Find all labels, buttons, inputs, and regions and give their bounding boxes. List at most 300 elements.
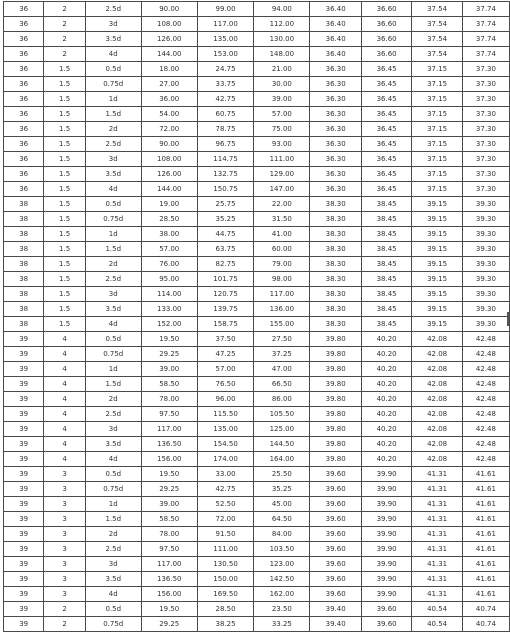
table-cell: 162.00 xyxy=(254,587,310,602)
table-cell: 4 xyxy=(44,407,86,422)
table-row xyxy=(4,62,510,77)
table-cell: 39.80 xyxy=(310,437,361,452)
table-cell: 42.08 xyxy=(412,392,463,407)
table-cell: 39.60 xyxy=(310,512,361,527)
table-row xyxy=(4,47,510,62)
table-cell: 130.00 xyxy=(254,32,310,47)
table-row xyxy=(4,347,510,362)
table-cell: 135.00 xyxy=(197,32,253,47)
table-cell: 1.5 xyxy=(44,227,86,242)
table-cell: 1.5 xyxy=(44,197,86,212)
table-cell: 22.00 xyxy=(254,197,310,212)
table-cell: 36.40 xyxy=(310,2,361,17)
table-cell: 58.50 xyxy=(141,512,197,527)
table-cell: 36.60 xyxy=(361,47,412,62)
table-cell: 38.45 xyxy=(361,227,412,242)
table-cell: 39.80 xyxy=(310,452,361,467)
table-cell: 3d xyxy=(85,17,141,32)
table-cell: 0.75d xyxy=(85,617,141,632)
table-cell: 47.25 xyxy=(197,347,253,362)
table-cell: 39.30 xyxy=(462,272,509,287)
table-cell: 103.50 xyxy=(254,542,310,557)
table-cell: 1.5 xyxy=(44,137,86,152)
table-cell: 76.00 xyxy=(141,257,197,272)
table-cell: 36.45 xyxy=(361,152,412,167)
table-cell: 39 xyxy=(4,587,44,602)
table-cell: 38.45 xyxy=(361,212,412,227)
table-cell: 40.54 xyxy=(412,617,463,632)
table-cell: 38.45 xyxy=(361,242,412,257)
table-cell: 41.31 xyxy=(412,587,463,602)
table-cell: 169.50 xyxy=(197,587,253,602)
table-cell: 42.08 xyxy=(412,332,463,347)
table-cell: 39 xyxy=(4,542,44,557)
table-cell: 40.20 xyxy=(361,422,412,437)
table-cell: 36 xyxy=(4,77,44,92)
table-cell: 36 xyxy=(4,107,44,122)
table-cell: 1d xyxy=(85,92,141,107)
table-cell: 23.50 xyxy=(254,602,310,617)
table-cell: 156.00 xyxy=(141,587,197,602)
table-cell: 38.30 xyxy=(310,272,361,287)
table-cell: 78.75 xyxy=(197,122,253,137)
table-cell: 38.30 xyxy=(310,227,361,242)
table-cell: 36 xyxy=(4,182,44,197)
table-cell: 42.48 xyxy=(462,392,509,407)
table-cell: 40.20 xyxy=(361,362,412,377)
table-cell: 36 xyxy=(4,92,44,107)
table-cell: 39 xyxy=(4,407,44,422)
table-cell: 39 xyxy=(4,377,44,392)
table-row xyxy=(4,2,510,17)
table-cell: 153.00 xyxy=(197,47,253,62)
table-cell: 39.15 xyxy=(412,197,463,212)
table-cell: 36.45 xyxy=(361,62,412,77)
table-cell: 36.45 xyxy=(361,182,412,197)
table-cell: 37.74 xyxy=(462,2,509,17)
table-cell: 42.48 xyxy=(462,362,509,377)
table-cell: 38 xyxy=(4,287,44,302)
table-cell: 40.20 xyxy=(361,347,412,362)
table-cell: 4 xyxy=(44,422,86,437)
table-cell: 39.00 xyxy=(141,362,197,377)
table-cell: 39.15 xyxy=(412,287,463,302)
table-cell: 37.15 xyxy=(412,122,463,137)
table-row xyxy=(4,107,510,122)
table-cell: 36 xyxy=(4,17,44,32)
table-cell: 39.15 xyxy=(412,302,463,317)
table-cell: 84.00 xyxy=(254,527,310,542)
text-cursor-mark xyxy=(507,312,509,326)
table-cell: 93.00 xyxy=(254,137,310,152)
table-cell: 4 xyxy=(44,332,86,347)
table-cell: 27.00 xyxy=(141,77,197,92)
table-cell: 39.15 xyxy=(412,257,463,272)
table-cell: 37.54 xyxy=(412,32,463,47)
table-cell: 90.00 xyxy=(141,2,197,17)
table-cell: 39.80 xyxy=(310,422,361,437)
table-cell: 95.00 xyxy=(141,272,197,287)
table-cell: 1d xyxy=(85,497,141,512)
table-cell: 42.48 xyxy=(462,452,509,467)
table-cell: 114.00 xyxy=(141,287,197,302)
table-cell: 37.54 xyxy=(412,47,463,62)
table-cell: 75.00 xyxy=(254,122,310,137)
table-cell: 86.00 xyxy=(254,392,310,407)
table-cell: 2 xyxy=(44,2,86,17)
table-cell: 36.30 xyxy=(310,152,361,167)
table-cell: 2.5d xyxy=(85,2,141,17)
table-cell: 136.00 xyxy=(254,302,310,317)
table-cell: 99.00 xyxy=(197,2,253,17)
table-cell: 120.75 xyxy=(197,287,253,302)
table-cell: 0.75d xyxy=(85,212,141,227)
table-cell: 2d xyxy=(85,392,141,407)
table-cell: 0.5d xyxy=(85,62,141,77)
table-cell: 117.00 xyxy=(141,557,197,572)
table-cell: 33.75 xyxy=(197,77,253,92)
table-cell: 30.00 xyxy=(254,77,310,92)
table-row xyxy=(4,242,510,257)
table-cell: 39.30 xyxy=(462,287,509,302)
table-cell: 25.50 xyxy=(254,467,310,482)
table-cell: 37.30 xyxy=(462,62,509,77)
table-cell: 4d xyxy=(85,317,141,332)
table-cell: 39.60 xyxy=(310,497,361,512)
table-cell: 111.00 xyxy=(254,152,310,167)
table-cell: 33.25 xyxy=(254,617,310,632)
table-cell: 38.30 xyxy=(310,287,361,302)
table-cell: 38 xyxy=(4,317,44,332)
table-cell: 39 xyxy=(4,437,44,452)
table-cell: 36.30 xyxy=(310,137,361,152)
table-cell: 1.5 xyxy=(44,152,86,167)
table-cell: 41.31 xyxy=(412,512,463,527)
table-cell: 1.5 xyxy=(44,302,86,317)
table-cell: 115.50 xyxy=(197,407,253,422)
table-row xyxy=(4,512,510,527)
table-cell: 126.00 xyxy=(141,32,197,47)
table-cell: 25.75 xyxy=(197,197,253,212)
table-row xyxy=(4,332,510,347)
table-cell: 41.00 xyxy=(254,227,310,242)
table-cell: 19.50 xyxy=(141,467,197,482)
table-cell: 1.5 xyxy=(44,242,86,257)
table-cell: 4 xyxy=(44,362,86,377)
table-cell: 42.48 xyxy=(462,407,509,422)
table-cell: 4d xyxy=(85,47,141,62)
table-cell: 4d xyxy=(85,182,141,197)
table-cell: 39.00 xyxy=(254,92,310,107)
table-cell: 1.5 xyxy=(44,287,86,302)
table-cell: 3d xyxy=(85,287,141,302)
table-cell: 39.90 xyxy=(361,467,412,482)
table-cell: 136.50 xyxy=(141,572,197,587)
table-cell: 96.00 xyxy=(197,392,253,407)
table-cell: 38.30 xyxy=(310,197,361,212)
table-cell: 1.5d xyxy=(85,107,141,122)
table-cell: 3 xyxy=(44,482,86,497)
table-cell: 36.30 xyxy=(310,167,361,182)
table-cell: 39.60 xyxy=(361,617,412,632)
table-cell: 63.75 xyxy=(197,242,253,257)
table-cell: 39 xyxy=(4,482,44,497)
table-cell: 37.30 xyxy=(462,137,509,152)
table-cell: 36.45 xyxy=(361,137,412,152)
table-cell: 90.00 xyxy=(141,137,197,152)
table-cell: 41.61 xyxy=(462,572,509,587)
table-cell: 36.30 xyxy=(310,107,361,122)
table-cell: 37.30 xyxy=(462,107,509,122)
table-cell: 36.40 xyxy=(310,32,361,47)
table-cell: 29.25 xyxy=(141,617,197,632)
table-cell: 38 xyxy=(4,227,44,242)
table-cell: 152.00 xyxy=(141,317,197,332)
table-cell: 97.50 xyxy=(141,407,197,422)
table-cell: 37.15 xyxy=(412,77,463,92)
table-cell: 29.25 xyxy=(141,347,197,362)
table-cell: 37.30 xyxy=(462,122,509,137)
table-cell: 117.00 xyxy=(141,422,197,437)
table-cell: 0.75d xyxy=(85,77,141,92)
table-cell: 139.75 xyxy=(197,302,253,317)
table-row xyxy=(4,557,510,572)
table-cell: 41.31 xyxy=(412,467,463,482)
table-cell: 47.00 xyxy=(254,362,310,377)
table-cell: 38 xyxy=(4,272,44,287)
table-cell: 39 xyxy=(4,452,44,467)
table-cell: 1.5 xyxy=(44,272,86,287)
table-cell: 37.15 xyxy=(412,137,463,152)
table-cell: 39.30 xyxy=(462,197,509,212)
table-row xyxy=(4,407,510,422)
table-cell: 36.00 xyxy=(141,92,197,107)
table-cell: 28.50 xyxy=(141,212,197,227)
table-cell: 40.20 xyxy=(361,437,412,452)
table-cell: 0.75d xyxy=(85,347,141,362)
table-cell: 41.31 xyxy=(412,527,463,542)
table-cell: 39 xyxy=(4,467,44,482)
table-cell: 38 xyxy=(4,197,44,212)
table-cell: 1.5 xyxy=(44,107,86,122)
table-cell: 2.5d xyxy=(85,407,141,422)
table-cell: 39.80 xyxy=(310,407,361,422)
table-cell: 31.50 xyxy=(254,212,310,227)
table-row xyxy=(4,542,510,557)
table-body xyxy=(4,2,510,632)
table-cell: 28.50 xyxy=(197,602,253,617)
table-cell: 39 xyxy=(4,557,44,572)
table-cell: 1.5 xyxy=(44,182,86,197)
table-cell: 38.45 xyxy=(361,317,412,332)
table-cell: 72.00 xyxy=(141,122,197,137)
table-cell: 36.30 xyxy=(310,122,361,137)
table-cell: 0.5d xyxy=(85,332,141,347)
table-cell: 39.30 xyxy=(462,317,509,332)
table-cell: 39.60 xyxy=(310,557,361,572)
table-cell: 37.30 xyxy=(462,77,509,92)
table-cell: 37.30 xyxy=(462,167,509,182)
table-cell: 40.20 xyxy=(361,407,412,422)
table-cell: 39 xyxy=(4,602,44,617)
table-cell: 42.08 xyxy=(412,347,463,362)
table-cell: 41.61 xyxy=(462,587,509,602)
table-cell: 150.00 xyxy=(197,572,253,587)
table-cell: 38.45 xyxy=(361,302,412,317)
table-cell: 38.30 xyxy=(310,242,361,257)
table-cell: 4d xyxy=(85,587,141,602)
table-cell: 39.60 xyxy=(310,467,361,482)
table-cell: 36.30 xyxy=(310,92,361,107)
table-cell: 37.15 xyxy=(412,92,463,107)
table-cell: 37.15 xyxy=(412,152,463,167)
table-cell: 125.00 xyxy=(254,422,310,437)
table-cell: 38.30 xyxy=(310,257,361,272)
table-cell: 39 xyxy=(4,497,44,512)
table-cell: 39.30 xyxy=(462,257,509,272)
table-cell: 38.30 xyxy=(310,302,361,317)
table-cell: 78.00 xyxy=(141,392,197,407)
table-cell: 37.15 xyxy=(412,107,463,122)
table-row xyxy=(4,302,510,317)
table-cell: 144.00 xyxy=(141,182,197,197)
table-cell: 39.30 xyxy=(462,227,509,242)
table-cell: 126.00 xyxy=(141,167,197,182)
table-cell: 41.31 xyxy=(412,482,463,497)
table-cell: 64.50 xyxy=(254,512,310,527)
table-cell: 37.54 xyxy=(412,2,463,17)
table-cell: 1.5 xyxy=(44,257,86,272)
table-row xyxy=(4,527,510,542)
table-cell: 39.90 xyxy=(361,482,412,497)
table-cell: 54.00 xyxy=(141,107,197,122)
table-cell: 42.08 xyxy=(412,452,463,467)
table-cell: 39.60 xyxy=(361,602,412,617)
table-cell: 36 xyxy=(4,62,44,77)
table-cell: 36 xyxy=(4,137,44,152)
table-cell: 94.00 xyxy=(254,2,310,17)
table-cell: 133.00 xyxy=(141,302,197,317)
table-row xyxy=(4,17,510,32)
table-cell: 60.00 xyxy=(254,242,310,257)
table-cell: 114.75 xyxy=(197,152,253,167)
table-cell: 3 xyxy=(44,527,86,542)
table-cell: 41.31 xyxy=(412,542,463,557)
table-row xyxy=(4,212,510,227)
table-cell: 36.45 xyxy=(361,107,412,122)
table-cell: 117.00 xyxy=(254,287,310,302)
table-cell: 39.60 xyxy=(310,587,361,602)
table-cell: 38 xyxy=(4,212,44,227)
table-cell: 123.00 xyxy=(254,557,310,572)
table-cell: 2 xyxy=(44,17,86,32)
table-cell: 144.50 xyxy=(254,437,310,452)
table-cell: 39.80 xyxy=(310,332,361,347)
table-cell: 42.08 xyxy=(412,362,463,377)
table-cell: 2 xyxy=(44,47,86,62)
table-cell: 42.08 xyxy=(412,437,463,452)
table-cell: 36 xyxy=(4,32,44,47)
table-cell: 39.90 xyxy=(361,542,412,557)
table-cell: 2.5d xyxy=(85,542,141,557)
table-cell: 44.75 xyxy=(197,227,253,242)
table-cell: 37.30 xyxy=(462,182,509,197)
table-cell: 91.50 xyxy=(197,527,253,542)
table-cell: 41.61 xyxy=(462,467,509,482)
table-cell: 148.00 xyxy=(254,47,310,62)
table-row xyxy=(4,122,510,137)
table-cell: 39 xyxy=(4,512,44,527)
table-row xyxy=(4,32,510,47)
table-cell: 37.74 xyxy=(462,47,509,62)
table-cell: 136.50 xyxy=(141,437,197,452)
table-cell: 42.48 xyxy=(462,332,509,347)
table-cell: 38.45 xyxy=(361,197,412,212)
table-cell: 72.00 xyxy=(197,512,253,527)
table-cell: 39.30 xyxy=(462,242,509,257)
table-cell: 57.00 xyxy=(141,242,197,257)
table-cell: 129.00 xyxy=(254,167,310,182)
table-row xyxy=(4,422,510,437)
table-cell: 41.61 xyxy=(462,512,509,527)
table-cell: 1.5 xyxy=(44,317,86,332)
table-cell: 39.60 xyxy=(310,572,361,587)
table-row xyxy=(4,617,510,632)
table-cell: 111.00 xyxy=(197,542,253,557)
table-cell: 42.48 xyxy=(462,377,509,392)
table-row xyxy=(4,587,510,602)
table-cell: 35.25 xyxy=(254,482,310,497)
table-cell: 3.5d xyxy=(85,572,141,587)
table-cell: 39.40 xyxy=(310,602,361,617)
table-cell: 156.00 xyxy=(141,452,197,467)
table-cell: 42.48 xyxy=(462,347,509,362)
table-cell: 3 xyxy=(44,512,86,527)
table-row xyxy=(4,362,510,377)
table-cell: 36 xyxy=(4,2,44,17)
table-cell: 42.75 xyxy=(197,92,253,107)
table-cell: 40.20 xyxy=(361,332,412,347)
table-row xyxy=(4,182,510,197)
table-cell: 36 xyxy=(4,167,44,182)
table-cell: 39.80 xyxy=(310,377,361,392)
table-cell: 41.61 xyxy=(462,542,509,557)
table-cell: 39.90 xyxy=(361,497,412,512)
table-cell: 38.45 xyxy=(361,257,412,272)
table-cell: 38.30 xyxy=(310,212,361,227)
table-cell: 42.48 xyxy=(462,437,509,452)
table-cell: 1d xyxy=(85,362,141,377)
table-cell: 39.60 xyxy=(310,482,361,497)
table-cell: 36.30 xyxy=(310,77,361,92)
table-cell: 39.15 xyxy=(412,317,463,332)
table-row xyxy=(4,137,510,152)
table-cell: 39.90 xyxy=(361,587,412,602)
table-cell: 36.60 xyxy=(361,32,412,47)
table-row xyxy=(4,572,510,587)
table-cell: 97.50 xyxy=(141,542,197,557)
table-cell: 39.80 xyxy=(310,347,361,362)
table-cell: 41.61 xyxy=(462,482,509,497)
table-cell: 3.5d xyxy=(85,167,141,182)
table-cell: 42.08 xyxy=(412,377,463,392)
table-cell: 41.61 xyxy=(462,497,509,512)
table-cell: 40.20 xyxy=(361,452,412,467)
table-cell: 1.5 xyxy=(44,77,86,92)
table-cell: 0.75d xyxy=(85,482,141,497)
table-cell: 3.5d xyxy=(85,302,141,317)
table-cell: 101.75 xyxy=(197,272,253,287)
